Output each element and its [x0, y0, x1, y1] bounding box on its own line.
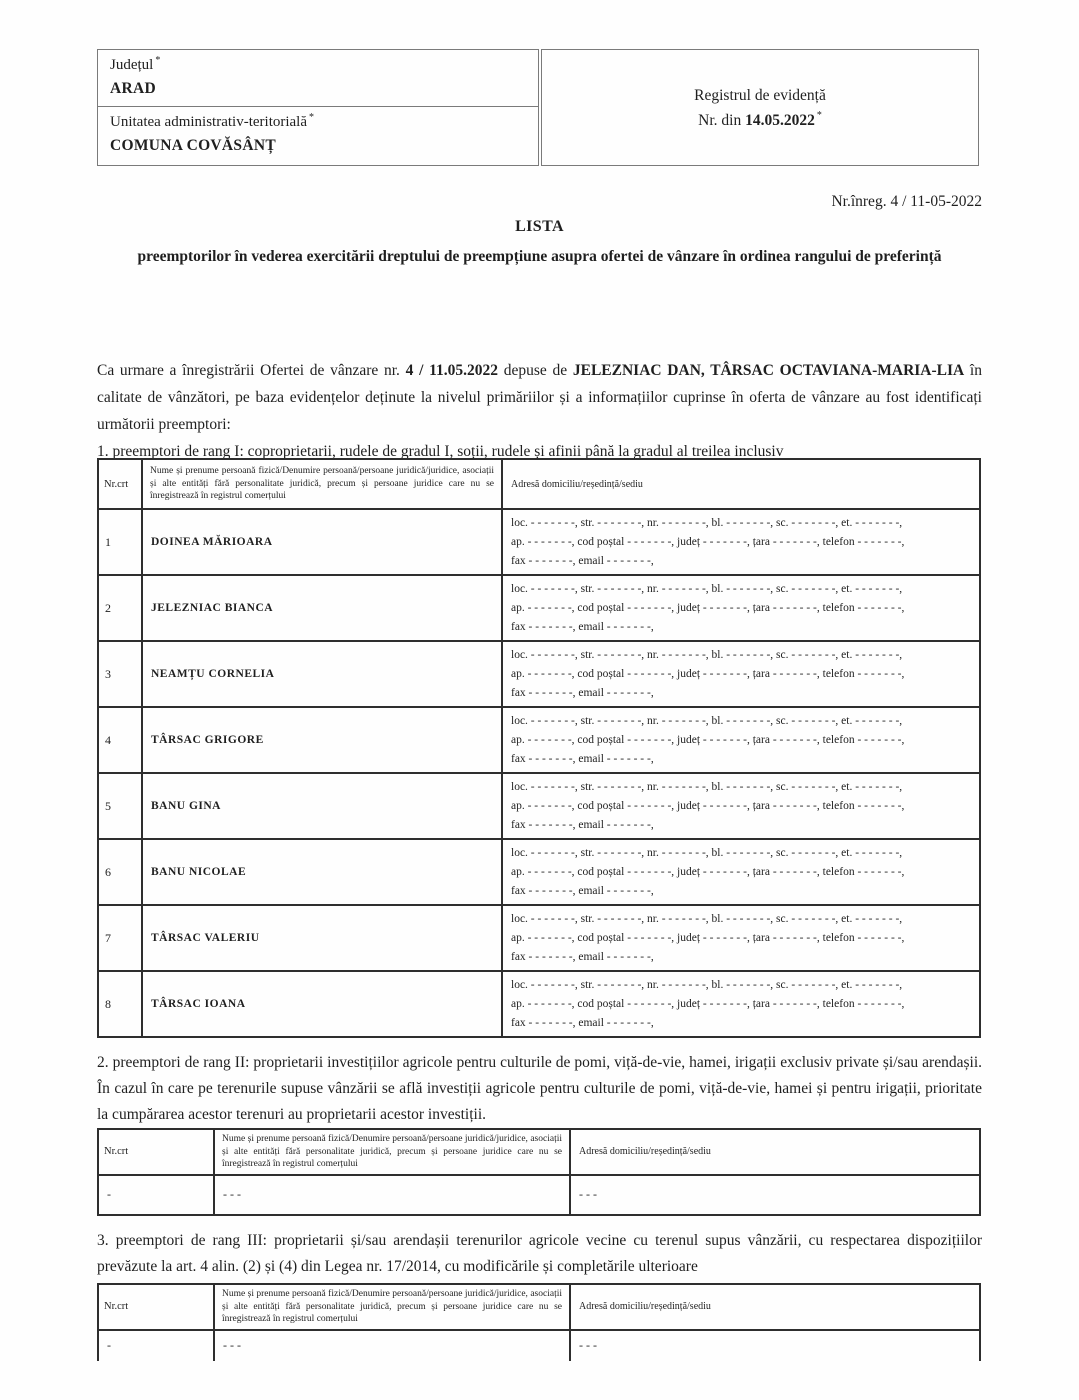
address-line: fax - - - - - - -, email - - - - - - -, — [511, 818, 654, 831]
section2-block — [97, 1050, 982, 1128]
intro-block — [97, 357, 982, 465]
address-cell: - - - — [570, 1175, 980, 1215]
county-box — [97, 49, 539, 166]
address-cell — [502, 575, 980, 641]
row-number-cell: 7 — [98, 905, 142, 971]
registry-star: * — [816, 110, 822, 122]
address-line: ap. - - - - - - -, cod poștal - - - - - - -, județ - - - - - - -, țara - - - - - - -, telefon - - - - - - -, — [511, 601, 905, 614]
address-cell — [502, 509, 980, 575]
address-line: loc. - - - - - - -, str. - - - - - - -, nr. - - - - - - -, bl. - - - - - - -, sc. - - - - - - -, et. - - - - - - -, — [511, 846, 903, 859]
address-cell — [502, 773, 980, 839]
name-cell: DOINEA MĂRIOARA — [142, 509, 502, 575]
row-number-cell: - — [98, 1330, 214, 1361]
col-header-address: Adresă domiciliu/reședință/sediu — [570, 1129, 980, 1175]
col-header-address: Adresă domiciliu/reședință/sediu — [502, 459, 980, 509]
county-label: Județul — [110, 57, 154, 73]
row-number-cell: 6 — [98, 839, 142, 905]
uat-star: * — [309, 112, 315, 123]
uat-label: Unitatea administrativ-teritorială — [110, 114, 308, 130]
address-line: loc. - - - - - - -, str. - - - - - - -, nr. - - - - - - -, bl. - - - - - - -, sc. - - - - - - -, et. - - - - - - -, — [511, 648, 903, 661]
address-line: ap. - - - - - - -, cod poștal - - - - - - -, județ - - - - - - -, țara - - - - - - -, telefon - - - - - - -, — [511, 997, 905, 1010]
address-cell: - - - — [570, 1330, 980, 1361]
registration-number-line: Nr.înreg. 4 / 11-05-2022 — [831, 193, 982, 210]
address-line: fax - - - - - - -, email - - - - - - -, — [511, 554, 654, 567]
row-number-cell: - — [98, 1175, 214, 1215]
table-row — [98, 641, 980, 707]
page-subtitle: preemptorilor în vederea exercitării dreptului de preempțiune asupra ofertei de vânzare în ordinea rangului de preferință — [137, 248, 942, 265]
table-row — [98, 1175, 980, 1215]
rank3-table — [97, 1283, 981, 1361]
table-row — [98, 1330, 980, 1361]
row-number-cell: 3 — [98, 641, 142, 707]
county-value: ARAD — [110, 80, 156, 97]
intro-text-2: depuse de — [498, 362, 573, 379]
name-cell: NEAMȚU CORNELIA — [142, 641, 502, 707]
registry-number-line — [698, 108, 822, 133]
address-line: fax - - - - - - -, email - - - - - - -, — [511, 620, 654, 633]
col-header-name: Nume și prenume persoană fizică/Denumire persoană/persoane juridică/juridice, asociații și alte entități fără personalitate juridică, precum și persoane juridice care nu se înregistrează în registrul comerțului — [214, 1284, 570, 1330]
intro-text-3: în calitate de vânzători, pe baza evidențelor deținute la nivelul primăriilor și a informațiilor cuprinse în oferta de vânzare au fost identificați următorii preemptori: — [97, 362, 982, 433]
registry-number-prefix: Nr. din — [698, 111, 746, 129]
rank1-table — [97, 458, 981, 1038]
section3-block — [97, 1228, 982, 1280]
name-cell: BANU GINA — [142, 773, 502, 839]
rank2-header-row — [98, 1129, 980, 1175]
address-line: fax - - - - - - -, email - - - - - - -, — [511, 1016, 654, 1029]
sellers-names: JELEZNIAC DAN, TÂRSAC OCTAVIANA-MARIA-LIA — [572, 362, 965, 379]
name-cell: TÂRSAC GRIGORE — [142, 707, 502, 773]
address-line: ap. - - - - - - -, cod poștal - - - - - - -, județ - - - - - - -, țara - - - - - - -, telefon - - - - - - -, — [511, 733, 905, 746]
intro-paragraph — [97, 357, 982, 438]
header-boxes — [97, 49, 979, 166]
col-header-nr: Nr.crt — [98, 459, 142, 509]
uat-cell — [98, 106, 538, 165]
address-line: ap. - - - - - - -, cod poștal - - - - - - -, județ - - - - - - -, țara - - - - - - -, telefon - - - - - - -, — [511, 535, 905, 548]
table-row — [98, 707, 980, 773]
address-line: ap. - - - - - - -, cod poștal - - - - - - -, județ - - - - - - -, țara - - - - - - -, telefon - - - - - - -, — [511, 865, 905, 878]
col-header-nr: Nr.crt — [98, 1284, 214, 1330]
name-cell: - - - — [214, 1330, 570, 1361]
table-row — [98, 971, 980, 1037]
county-star: * — [155, 55, 161, 66]
address-line: ap. - - - - - - -, cod poștal - - - - - - -, județ - - - - - - -, țara - - - - - - -, telefon - - - - - - -, — [511, 667, 905, 680]
row-number-cell: 4 — [98, 707, 142, 773]
section2-heading: 2. preemptori de rang II: proprietarii investițiilor agricole pentru culturile de pomi, viță-de-vie, hamei, irigații exclusiv private și/sau arendașii. În cazul în care pe terenurile supuse vânzării se află investiții agricole pentru culturile de pomi, viță-de-vie, hamei și pentru irigații, prioritate la cumpărarea acestor terenuri au proprietarii acestor investiții. — [97, 1054, 982, 1123]
offer-number: 4 / 11.05.2022 — [405, 362, 499, 379]
address-line: loc. - - - - - - -, str. - - - - - - -, nr. - - - - - - -, bl. - - - - - - -, sc. - - - - - - -, et. - - - - - - -, — [511, 516, 903, 529]
address-cell — [502, 707, 980, 773]
uat-value: COMUNA COVĂSÂNȚ — [110, 137, 276, 154]
intro-text-1: Ca urmare a înregistrării Ofertei de vânzare nr. — [97, 362, 406, 379]
section1-heading: 1. preemptori de rang I: coproprietarii, rudele de gradul I, soții, rudele și afinii până la gradul al treilea inclusiv — [97, 443, 784, 460]
address-line: loc. - - - - - - -, str. - - - - - - -, nr. - - - - - - -, bl. - - - - - - -, sc. - - - - - - -, et. - - - - - - -, — [511, 780, 903, 793]
table-row — [98, 773, 980, 839]
address-line: loc. - - - - - - -, str. - - - - - - -, nr. - - - - - - -, bl. - - - - - - -, sc. - - - - - - -, et. - - - - - - -, — [511, 912, 903, 925]
address-line: loc. - - - - - - -, str. - - - - - - -, nr. - - - - - - -, bl. - - - - - - -, sc. - - - - - - -, et. - - - - - - -, — [511, 714, 903, 727]
col-header-name: Nume și prenume persoană fizică/Denumire persoană/persoane juridică/juridice, asociații și alte entități fără personalitate juridică, precum și persoane juridice care nu se înregistrează în registrul comerțului — [214, 1129, 570, 1175]
rank2-table — [97, 1128, 981, 1216]
name-cell: TÂRSAC VALERIU — [142, 905, 502, 971]
table-row — [98, 575, 980, 641]
page-title: LISTA — [515, 218, 564, 235]
county-cell — [98, 50, 538, 106]
address-cell — [502, 905, 980, 971]
rank1-header-row — [98, 459, 980, 509]
row-number-cell: 8 — [98, 971, 142, 1037]
table-row — [98, 905, 980, 971]
col-header-address: Adresă domiciliu/reședință/sediu — [570, 1284, 980, 1330]
row-number-cell: 1 — [98, 509, 142, 575]
name-cell: TÂRSAC IOANA — [142, 971, 502, 1037]
address-line: fax - - - - - - -, email - - - - - - -, — [511, 686, 654, 699]
row-number-cell: 5 — [98, 773, 142, 839]
rank3-header-row — [98, 1284, 980, 1330]
name-cell: BANU NICOLAE — [142, 839, 502, 905]
registry-box — [541, 49, 979, 166]
address-line: fax - - - - - - -, email - - - - - - -, — [511, 884, 654, 897]
address-line: loc. - - - - - - -, str. - - - - - - -, nr. - - - - - - -, bl. - - - - - - -, sc. - - - - - - -, et. - - - - - - -, — [511, 978, 903, 991]
registry-number-value: 14.05.2022 — [745, 111, 815, 129]
address-line: ap. - - - - - - -, cod poștal - - - - - - -, județ - - - - - - -, țara - - - - - - -, telefon - - - - - - -, — [511, 931, 905, 944]
address-line: loc. - - - - - - -, str. - - - - - - -, nr. - - - - - - -, bl. - - - - - - -, sc. - - - - - - -, et. - - - - - - -, — [511, 582, 903, 595]
col-header-name: Nume și prenume persoană fizică/Denumire persoană/persoane juridică/juridice, asociații și alte entități fără personalitate juridică, precum și persoane juridice care nu se înregistrează în registrul comerțului — [142, 459, 502, 509]
table-row — [98, 839, 980, 905]
name-cell: JELEZNIAC BIANCA — [142, 575, 502, 641]
address-line: fax - - - - - - -, email - - - - - - -, — [511, 752, 654, 765]
section3-heading: 3. preemptori de rang III: proprietarii și/sau arendașii terenurilor agricole vecine cu terenul supus vânzării, cu respectarea dispozițiilor prevăzute la art. 4 alin. (2) și (4) din Legea nr. 17/2014, cu modificările și completările ulterioare — [97, 1232, 982, 1275]
col-header-nr: Nr.crt — [98, 1129, 214, 1175]
address-cell — [502, 839, 980, 905]
address-cell — [502, 971, 980, 1037]
registry-title: Registrul de evidență — [694, 86, 826, 104]
table-row — [98, 509, 980, 575]
name-cell: - - - — [214, 1175, 570, 1215]
address-cell — [502, 641, 980, 707]
address-line: ap. - - - - - - -, cod poștal - - - - - - -, județ - - - - - - -, țara - - - - - - -, telefon - - - - - - -, — [511, 799, 905, 812]
row-number-cell: 2 — [98, 575, 142, 641]
address-line: fax - - - - - - -, email - - - - - - -, — [511, 950, 654, 963]
